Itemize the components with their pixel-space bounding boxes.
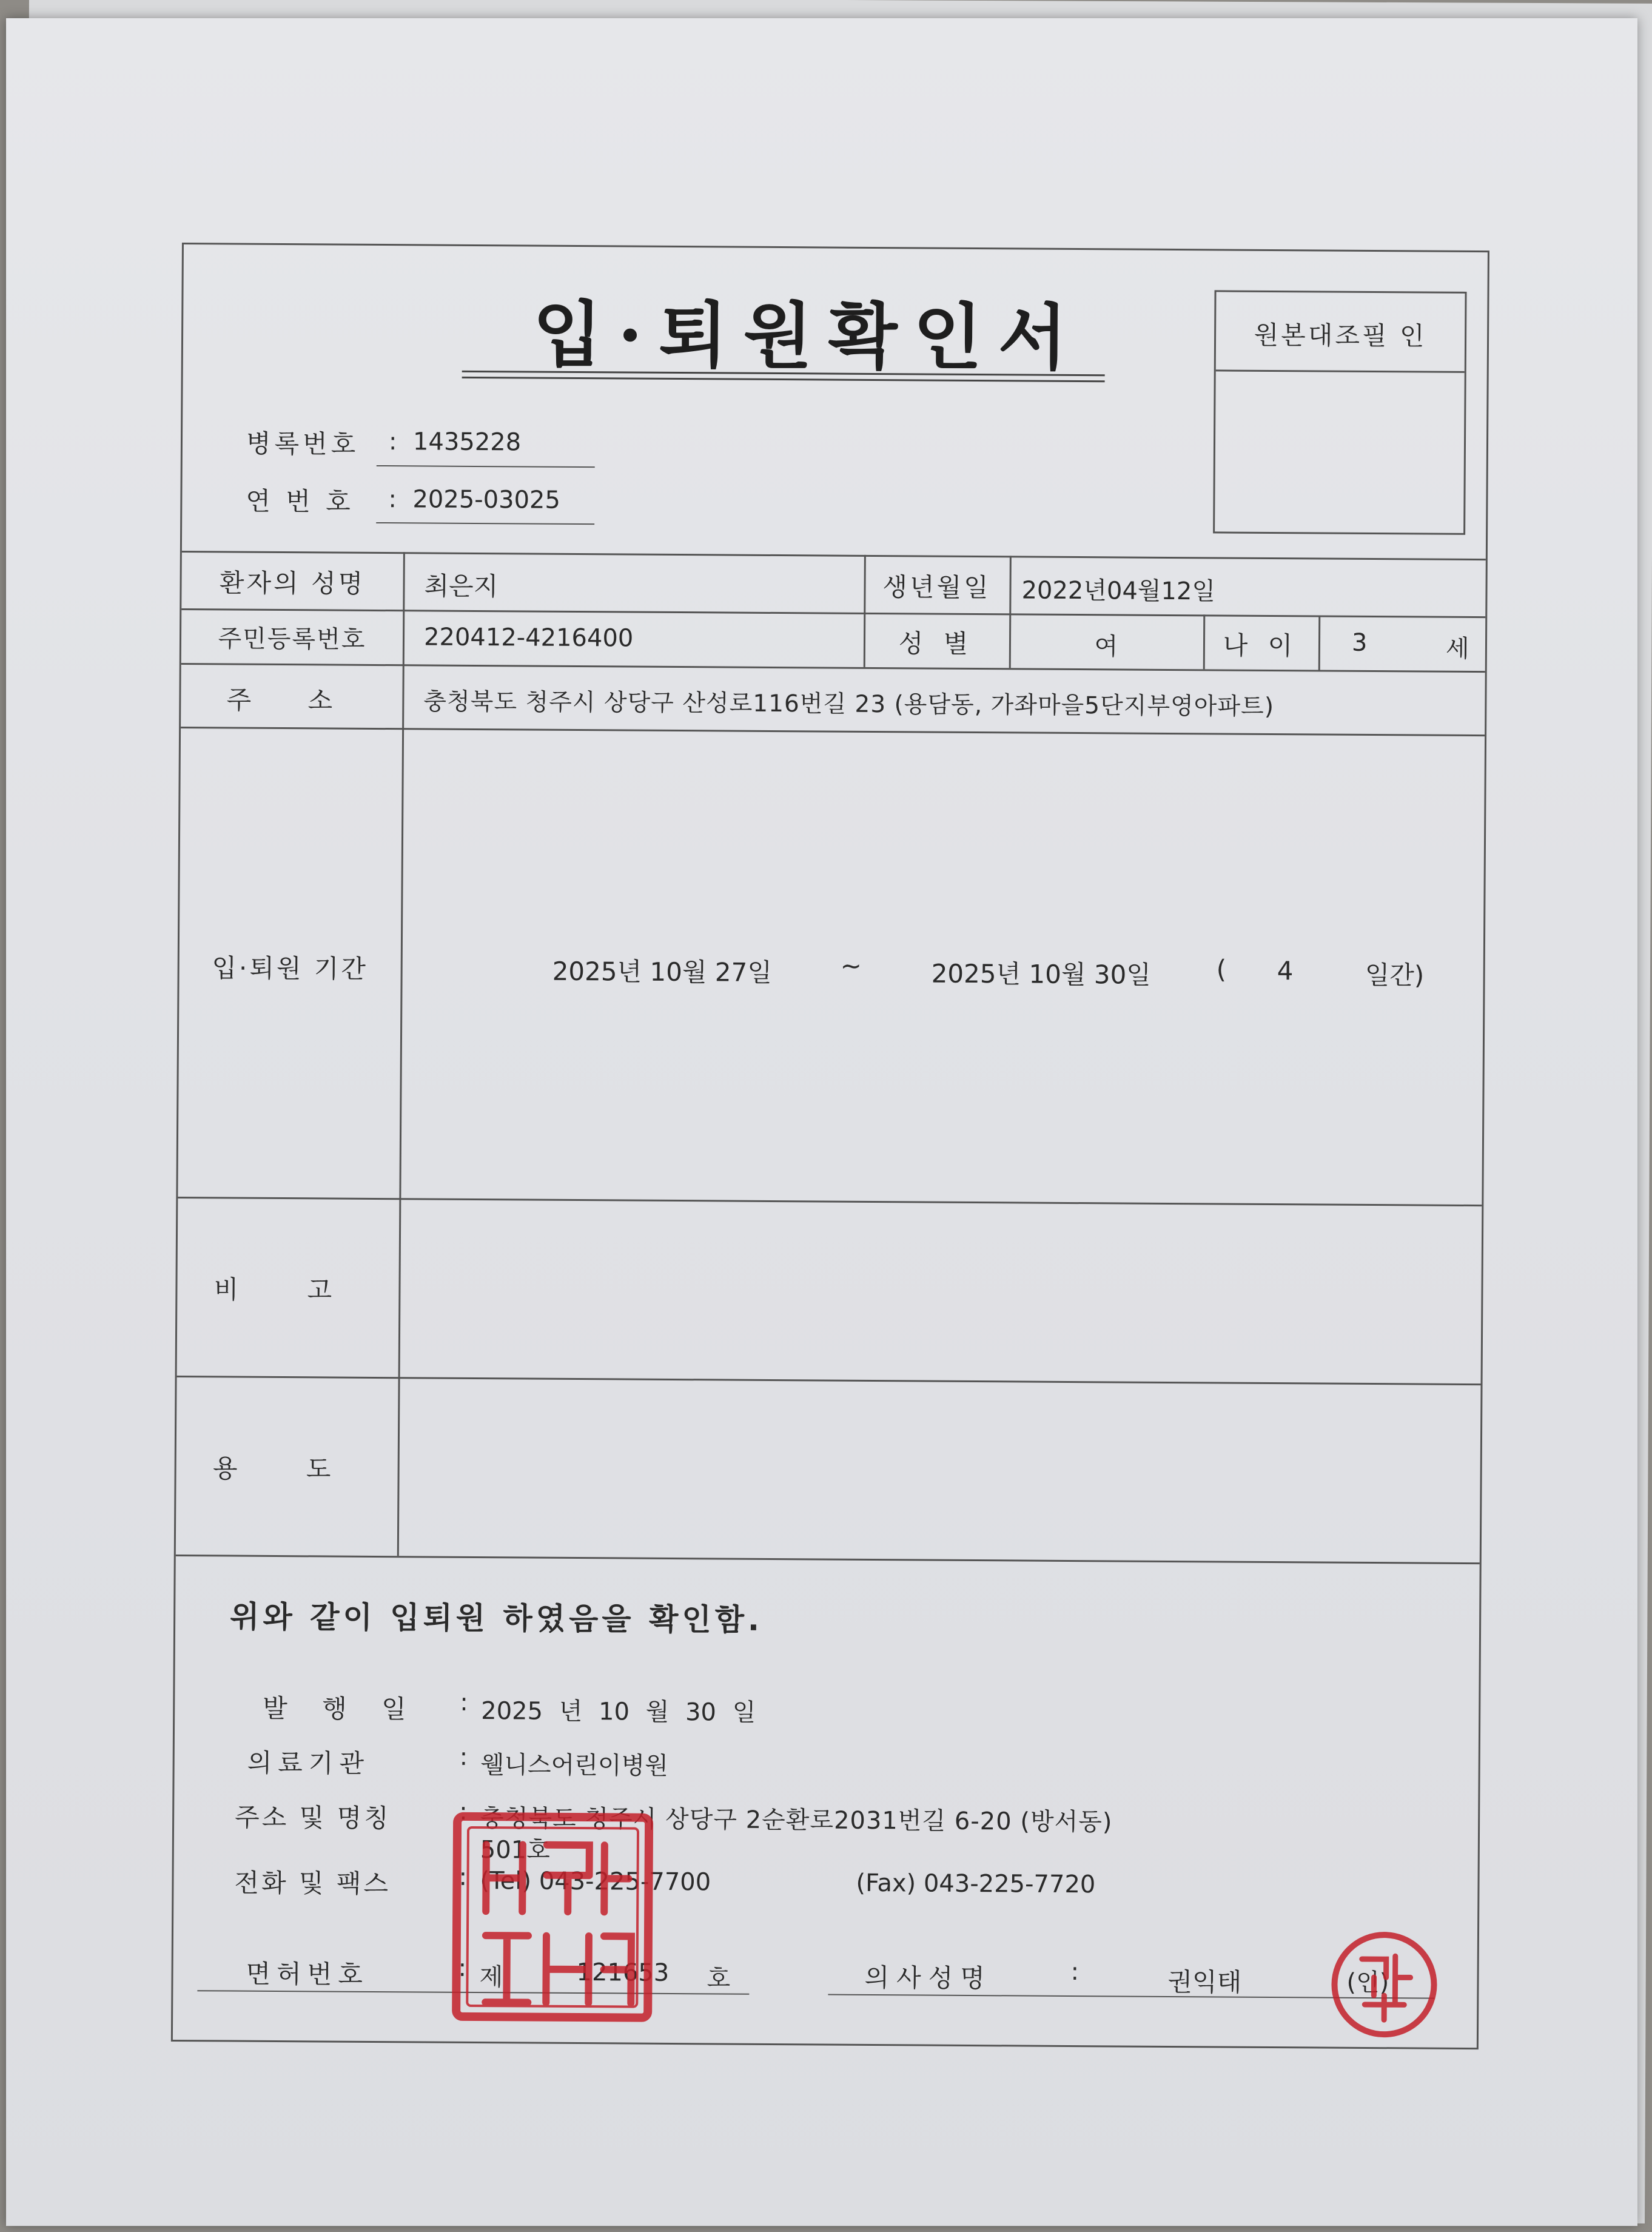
- table-top-line: [182, 551, 1486, 560]
- sex-value: 여: [1094, 633, 1118, 661]
- address-value: 충청북도 청주시 상당구 산성로116번길 23 (용담동, 가좌마을5단지부영아파트): [423, 688, 1275, 721]
- stay-days-value: 4: [1277, 956, 1294, 986]
- license-prefix: 제: [479, 1963, 503, 1992]
- record-no-value: 1435228: [412, 428, 522, 457]
- birth-value: 2022년04월12일: [1021, 576, 1216, 606]
- age-value: 3: [1351, 628, 1368, 657]
- address-name-label: 주소 및 명칭: [234, 1802, 391, 1834]
- license-number: 121653: [576, 1958, 670, 1987]
- serial-no-label: 연 번 호: [246, 486, 354, 517]
- patient-name-value: 최은지: [424, 571, 499, 602]
- original-verification-box: [1213, 290, 1466, 535]
- row-line-6: [176, 1555, 1480, 1564]
- row-line-5: [177, 1376, 1481, 1385]
- row-line-3: [181, 727, 1485, 736]
- address-name-colon: :: [459, 1797, 468, 1826]
- row-line-4: [178, 1197, 1482, 1206]
- record-no-underline: [377, 465, 595, 468]
- stay-start-date: 2025년 10월 27일: [552, 956, 773, 987]
- serial-no-underline: [376, 522, 594, 525]
- age-unit: 세: [1445, 634, 1469, 663]
- institution-colon: :: [459, 1743, 468, 1771]
- row-line-1: [181, 608, 1485, 618]
- birth-label: 생년월일: [882, 572, 991, 603]
- license-label: 면허번호: [246, 1958, 369, 1989]
- age-label-right-line: [1318, 615, 1321, 670]
- phone-fax-colon: :: [458, 1863, 468, 1891]
- doctor-seal-mark: (인): [1346, 1968, 1389, 1997]
- serial-no-value: 2025-03025: [412, 485, 561, 514]
- record-no-label: 병록번호: [246, 428, 360, 459]
- license-suffix: 호: [707, 1965, 731, 1993]
- confirmation-statement: 위와 같이 입퇴원 하였음을 확인함.: [229, 1599, 764, 1638]
- record-no-colon: :: [388, 428, 397, 456]
- stamp-box-divider: [1216, 369, 1465, 373]
- sex-label: 성 별: [898, 628, 975, 659]
- tel-value: (Tel) 043-225-7700: [480, 1867, 711, 1897]
- purpose-label: 용 도: [212, 1453, 361, 1484]
- issue-date-colon: :: [460, 1688, 468, 1716]
- original-verification-label: 원본대조필 인: [1254, 320, 1427, 351]
- stay-days-unit: 일간): [1365, 960, 1425, 990]
- issue-date-label: 발 행 일: [263, 1693, 420, 1724]
- issue-date-value: 2025 년 10 월 30 일: [481, 1697, 756, 1727]
- rrn-label: 주민등록번호: [218, 625, 366, 654]
- stay-end-date: 2025년 10월 30일: [931, 958, 1152, 990]
- hospital-address-line1: 충청북도 청주시 상당구 2순환로2031번길 6-20 (방서동): [480, 1804, 1113, 1837]
- stay-period-label: 입·퇴원 기간: [212, 953, 369, 984]
- patient-name-label: 환자의 성명: [219, 568, 366, 599]
- institution-label: 의료기관: [247, 1747, 371, 1778]
- stay-tilde: ~: [840, 950, 862, 981]
- age-label: 나 이: [1223, 630, 1299, 661]
- phone-fax-label: 전화 및 팩스: [234, 1867, 391, 1899]
- document-title: 입·퇴원확인서: [532, 292, 1083, 380]
- doctor-name-value: 권익태: [1167, 1966, 1242, 1997]
- hospital-seal: [449, 1808, 656, 2028]
- rrn-value: 220412-4216400: [423, 623, 634, 653]
- hospital-address-line2: 501호: [480, 1836, 550, 1864]
- fax-value: (Fax) 043-225-7720: [856, 1869, 1096, 1899]
- doctor-name-label: 의사성명: [864, 1962, 992, 1994]
- row-line-2: [181, 663, 1485, 673]
- serial-no-colon: :: [388, 485, 397, 514]
- document-paper: [6, 18, 1637, 2226]
- stay-open-paren: (: [1216, 954, 1227, 984]
- institution-value: 웰니스어린이병원: [480, 1751, 668, 1780]
- doctor-name-colon: :: [1070, 1958, 1080, 1986]
- admission-discharge-form: [171, 243, 1489, 2049]
- doctor-seal: [1328, 1929, 1441, 2042]
- remarks-label: 비 고: [213, 1274, 363, 1305]
- address-label: 주 소: [226, 685, 357, 716]
- license-colon: :: [458, 1954, 467, 1982]
